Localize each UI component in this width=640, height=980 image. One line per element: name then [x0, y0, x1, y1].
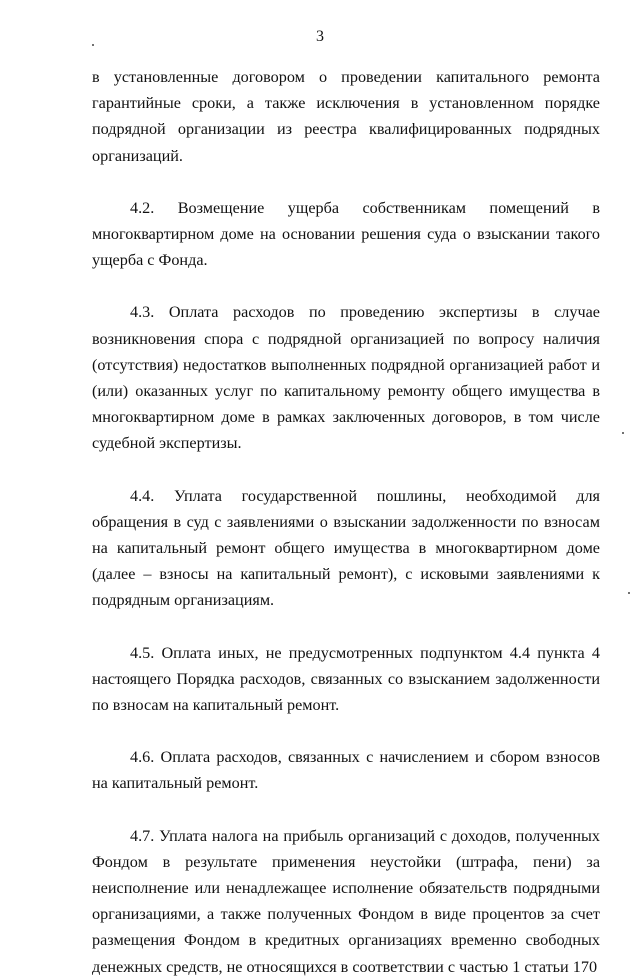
document-body	[92, 64, 600, 980]
paragraph-continuation: в установленные договором о проведении капитального ремонта гарантийные сроки, а также исключения в установленном порядке подрядной организации из реестра квалифицированных подрядных организаций.	[92, 68, 600, 165]
paragraph-4-4: 4.4. Уплата государственной пошлины, необходимой для обращения в суд с заявлениями о взыскании задолженности по взносам на капитальный ремонт общего имущества в многоквартирном доме (далее – взносы на капитальный ремонт), с исковыми заявлениями к подрядным организациям.	[92, 486, 600, 610]
scan-speck	[628, 592, 630, 594]
scan-speck	[622, 432, 624, 434]
paragraph-4-7: 4.7. Уплата налога на прибыль организаций с доходов, полученных Фондом в результате применения неустойки (штрафа, пени) за неисполнение или ненадлежащее исполнение обязательств подрядными организациями, а также полученных Фондом в виде процентов за счет размещения Фондом в кредитных организациях временно свободных денежных средств, не относящихся в соответствии с частью 1 статьи 170	[92, 826, 600, 976]
paragraph-4-6: 4.6. Оплата расходов, связанных с начислением и сбором взносов на капитальный ремонт.	[92, 748, 600, 793]
paragraph-4-3: 4.3. Оплата расходов по проведению экспертизы в случае возникновения спора с подрядной организацией по вопросу наличия (отсутствия) недостатков выполненных подрядной организацией работ и (или) оказанных услуг по капитальному ремонту общего имущества в многоквартирном доме в рамках заключенных договоров, в том числе судебной экспертизы.	[92, 303, 600, 453]
paragraph-4-2: 4.2. Возмещение ущерба собственникам помещений в многоквартирном доме на основании решения суда о взыскании такого ущерба с Фонда.	[92, 198, 600, 270]
page-number: 3	[316, 28, 324, 45]
paragraph-4-5: 4.5. Оплата иных, не предусмотренных подпунктом 4.4 пункта 4 настоящего Порядка расходов, связанных со взысканием задолженности по взносам на капитальный ремонт.	[92, 643, 600, 715]
